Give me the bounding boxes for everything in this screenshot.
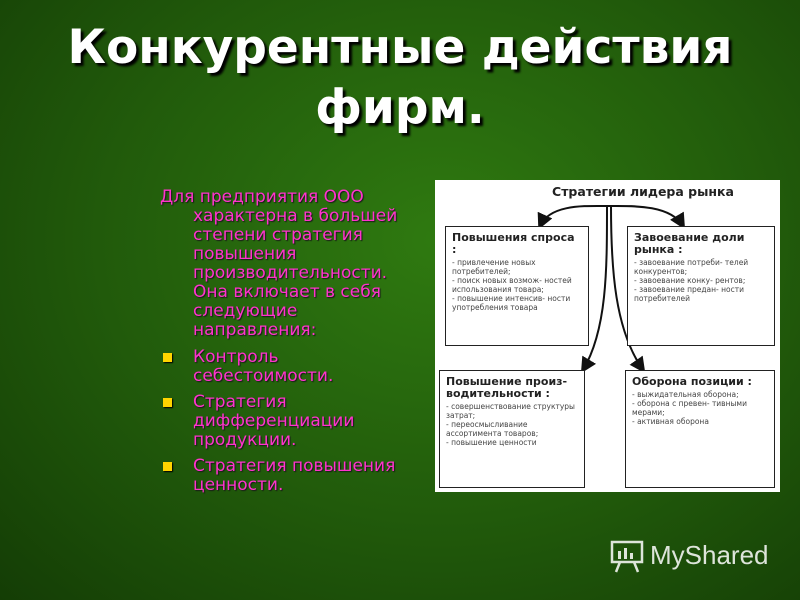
slide-body — [160, 188, 410, 502]
box-item: - повышение ценности — [446, 438, 537, 447]
strategy-diagram — [435, 180, 780, 492]
box-item: - выжидательная оборона; — [632, 390, 739, 399]
box-item: - поиск новых возмож- ностей использования товара; — [452, 276, 572, 294]
bullet-item — [160, 457, 410, 495]
box-title: Повышение произ- водительности : — [446, 375, 568, 400]
bullet-text: Стратегия повышения ценности. — [193, 456, 396, 495]
bullet-item — [160, 348, 410, 386]
box-title: Завоевание доли рынка : — [634, 231, 745, 256]
box-item: - повышение интенсив- ности употребления товара — [452, 294, 571, 312]
intro-paragraph: Для предприятия ООО характерна в большей степени стратегия повышения производительности. Она включает в себя следующие направления: — [160, 187, 398, 340]
box-title: Повышения спроса : — [452, 231, 575, 256]
slide-title-line-1: Конкурентные действия — [67, 20, 733, 75]
diagram-header: Стратегии лидера рынка — [552, 184, 734, 199]
bullet-list — [160, 348, 410, 495]
box-item: - привлечение новых потребителей; — [452, 258, 536, 276]
box-item: - переосмысливание ассортимента товаров; — [446, 420, 539, 438]
box-item: - активная оборона — [632, 417, 709, 426]
box-item: - завоевание конку- рентов; — [634, 276, 746, 285]
square-bullet-icon — [163, 398, 172, 407]
box-title: Оборона позиции : — [632, 375, 752, 388]
box-productivity — [439, 370, 585, 488]
arrow-to-demand — [540, 206, 607, 226]
box-defense — [625, 370, 775, 488]
bullet-item — [160, 393, 410, 450]
watermark-text: MyShared — [650, 540, 769, 570]
square-bullet-icon — [163, 462, 172, 471]
slide-title-line-2: фирм. — [315, 80, 485, 135]
arrow-to-share — [607, 206, 683, 226]
box-item: - оборона с превен- тивными мерами; — [632, 399, 747, 417]
box-item: - завоевание потреби- телей конкурентов; — [634, 258, 749, 276]
presentation-icon — [608, 538, 648, 574]
slide-title — [0, 18, 800, 138]
box-market-share — [627, 226, 775, 346]
box-demand — [445, 226, 589, 346]
watermark — [606, 536, 786, 576]
bullet-text: Контроль себестоимости. — [193, 347, 334, 386]
square-bullet-icon — [163, 353, 172, 362]
box-item: - совершенствование структуры затрат; — [446, 402, 575, 420]
bullet-text: Стратегия дифференциации продукции. — [193, 392, 355, 450]
box-item: - завоевание предан- ности потребителей — [634, 285, 745, 303]
